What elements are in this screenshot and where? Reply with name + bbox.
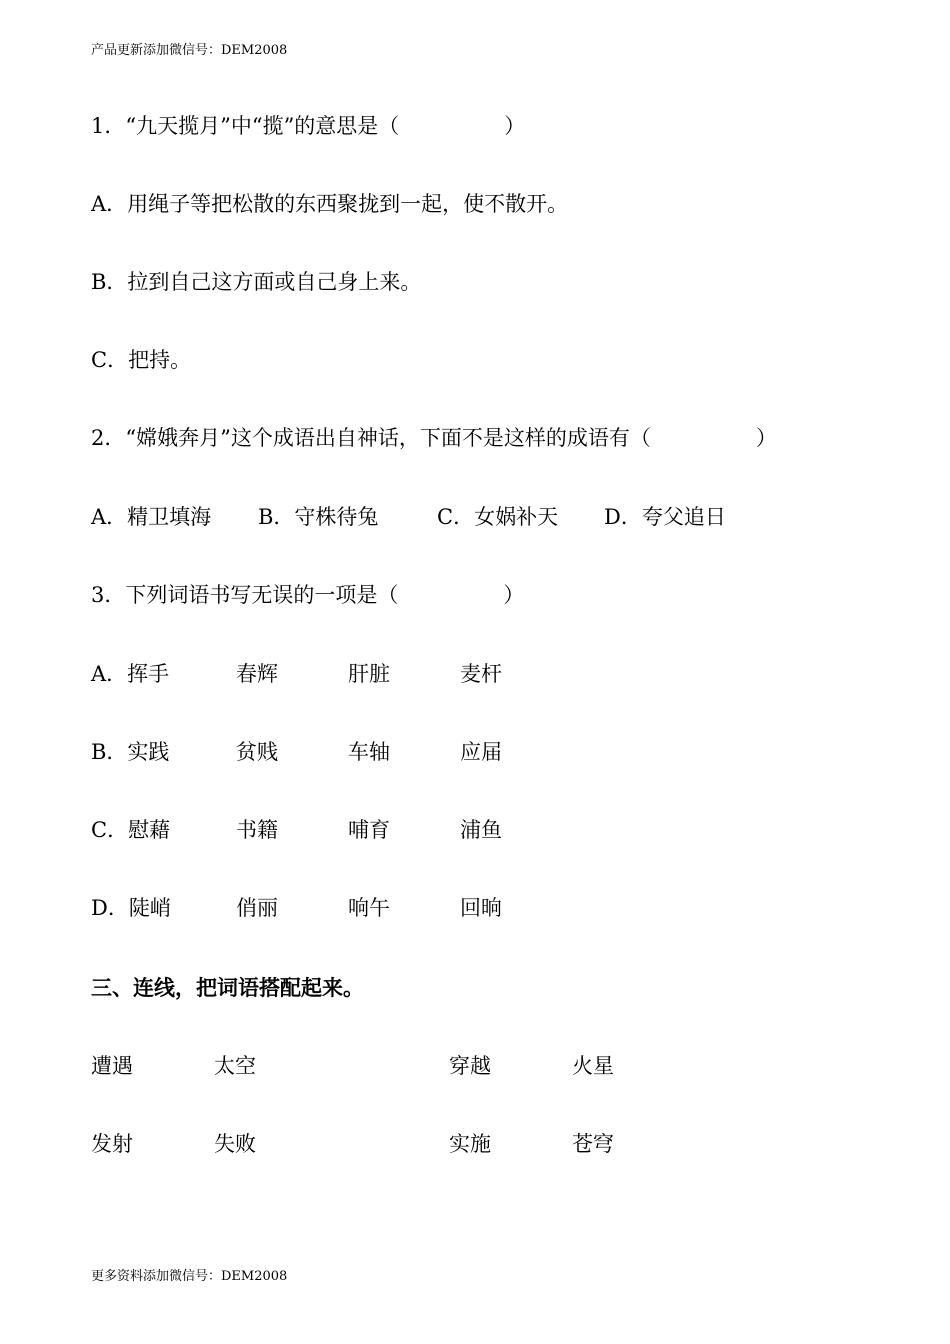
match-word: 遭遇 [91, 1054, 133, 1078]
match-word: 发射 [91, 1132, 133, 1156]
question-3-option-a-word: 肝脏 [348, 662, 390, 686]
question-1-stem: 1．“九天揽月”中“揽”的意思是（ ） [91, 114, 526, 138]
question-2-option-c: C．女娲补天 [437, 505, 559, 529]
question-2-option-b: B．守株待兔 [258, 505, 379, 529]
match-word: 苍穹 [572, 1132, 614, 1156]
question-3-option-c-label: C．慰藉 [91, 818, 171, 842]
section-3-title: 三、连线，把词语搭配起来。 [91, 975, 364, 1000]
question-3-option-d-word: 回晌 [460, 896, 502, 920]
question-3-option-c-word: 浦鱼 [460, 818, 502, 842]
question-1-option-c: C．把持。 [91, 348, 192, 372]
question-3-option-b-label: B．实践 [91, 740, 170, 764]
question-3-option-b-word: 应届 [460, 740, 502, 764]
match-word: 穿越 [449, 1054, 491, 1078]
match-word: 失败 [214, 1132, 256, 1156]
question-2-option-a: A．精卫填海 [91, 505, 212, 529]
question-3-option-b-word: 贫贱 [236, 740, 278, 764]
match-word: 实施 [449, 1132, 491, 1156]
question-1-option-b: B．拉到自己这方面或自己身上来。 [91, 270, 422, 294]
question-3-option-d-label: D．陡峭 [91, 896, 171, 920]
match-word: 太空 [214, 1054, 256, 1078]
page-header: 产品更新添加微信号：DEM2008 [91, 43, 288, 58]
question-3-stem: 3．下列词语书写无误的一项是（ ） [91, 583, 525, 607]
question-1-option-a: A．用绳子等把松散的东西聚拢到一起，使不散开。 [91, 192, 569, 216]
question-3-option-a-word: 春辉 [236, 662, 278, 686]
question-3-option-c-word: 书籍 [236, 818, 278, 842]
question-3-option-b-word: 车轴 [348, 740, 390, 764]
question-2-stem: 2．“嫦娥奔月”这个成语出自神话，下面不是这样的成语有（ ） [91, 426, 777, 450]
question-3-option-a-label: A．挥手 [91, 662, 170, 686]
question-3-option-d-word: 响午 [348, 896, 390, 920]
question-3-option-a-word: 麦杆 [460, 662, 502, 686]
match-word: 火星 [572, 1054, 614, 1078]
question-2-option-d: D．夸父追日 [604, 505, 726, 529]
page-footer: 更多资料添加微信号：DEM2008 [91, 1269, 288, 1284]
question-3-option-c-word: 哺育 [348, 818, 390, 842]
question-3-option-d-word: 俏丽 [236, 896, 278, 920]
